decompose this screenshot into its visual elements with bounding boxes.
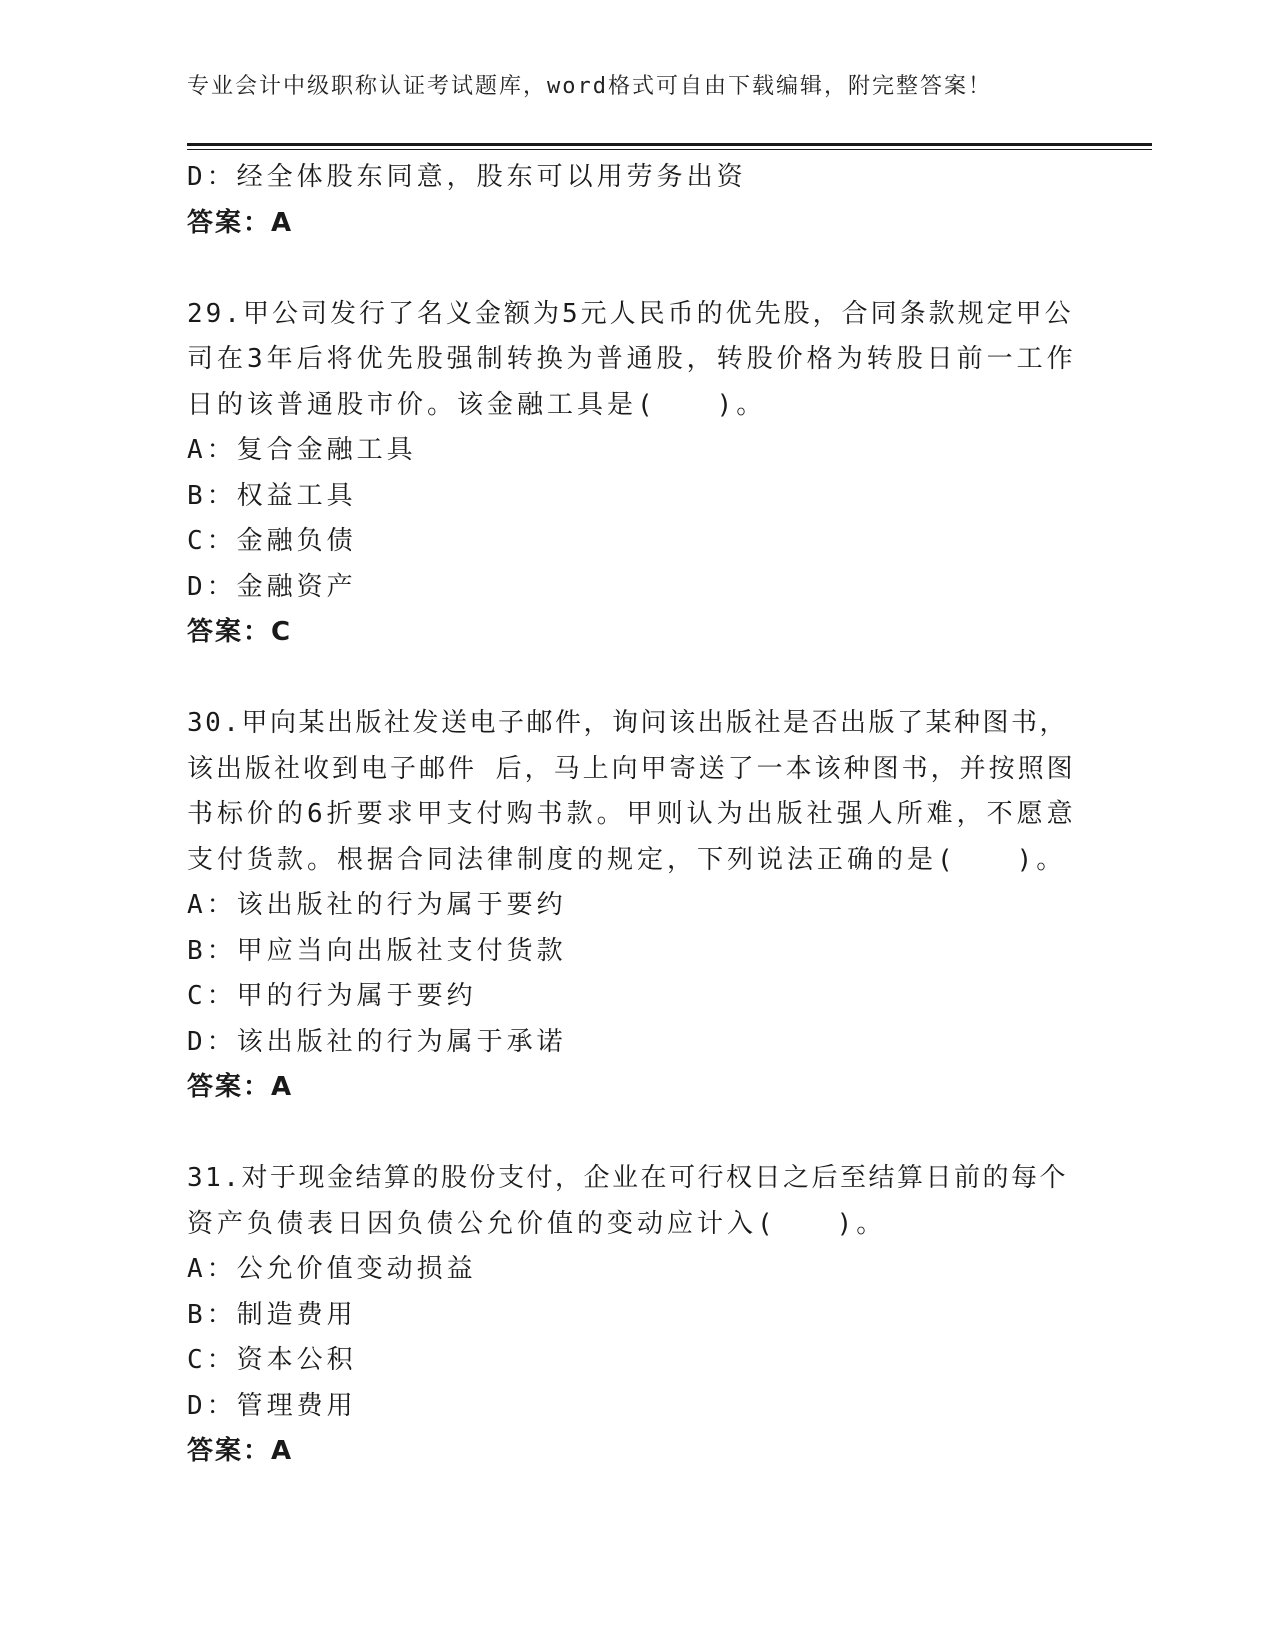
question-stem-line: 支付货款。根据合同法律制度的规定，下列说法正确的是( )。 xyxy=(187,844,1067,875)
option-a: A：复合金融工具 xyxy=(187,435,417,465)
question-stem-line: 29.甲公司发行了名义金额为5元人民币的优先股，合同条款规定甲公 xyxy=(187,298,1074,329)
answer-line: 答案：A xyxy=(187,1436,294,1466)
option-b: B：权益工具 xyxy=(187,480,357,511)
answer-line: 答案：A xyxy=(187,207,294,238)
option-d: D：管理费用 xyxy=(187,1390,357,1421)
option-d: D：金融资产 xyxy=(187,571,357,602)
option-c: C：甲的行为属于要约 xyxy=(187,981,477,1011)
header-rule-thick xyxy=(187,143,1152,146)
option-b: B：制造费用 xyxy=(187,1299,357,1330)
question-stem-line: 司在3年后将优先股强制转换为普通股，转股价格为转股日前一工作 xyxy=(187,344,1077,374)
answer-line: 答案：C xyxy=(187,617,293,647)
question-29 xyxy=(187,292,1077,656)
spacer xyxy=(187,1111,1077,1157)
question-stem-line: 资产负债表日因负债公允价值的变动应计入( )。 xyxy=(187,1208,887,1239)
question-stem-line: 30.甲向某出版社发送电子邮件，询问该出版社是否出版了某种图书， xyxy=(187,708,1068,738)
question-stem-line: 31.对于现金结算的股份支付，企业在可行权日之后至结算日前的每个 xyxy=(187,1163,1068,1193)
question-30 xyxy=(187,701,1077,1111)
question-stem-line: 书标价的6折要求甲支付购书款。甲则认为出版社强人所难，不愿意 xyxy=(187,799,1077,829)
spacer xyxy=(187,656,1077,702)
option-b: B：甲应当向出版社支付货款 xyxy=(187,935,567,966)
option-c: C：金融负债 xyxy=(187,526,357,556)
question-stem-line: 该出版社收到电子邮件 后，马上向甲寄送了一本该种图书，并按照图 xyxy=(187,753,1076,784)
page-header: 专业会计中级职称认证考试题库，word格式可自由下载编辑，附完整答案！ xyxy=(187,74,992,99)
option-d: D：该出版社的行为属于承诺 xyxy=(187,1026,567,1057)
option-c: C：资本公积 xyxy=(187,1345,357,1375)
answer-line: 答案：A xyxy=(187,1072,294,1102)
option-d: D：经全体股东同意，股东可以用劳务出资 xyxy=(187,162,747,192)
question-31 xyxy=(187,1156,1077,1475)
question-content xyxy=(187,155,1077,1475)
option-a: A：该出版社的行为属于要约 xyxy=(187,890,567,920)
option-a: A：公允价值变动损益 xyxy=(187,1254,477,1284)
header-rule-thin xyxy=(187,149,1152,150)
question-stem-line: 日的该普通股市价。该金融工具是( )。 xyxy=(187,389,767,420)
spacer xyxy=(187,246,1077,292)
